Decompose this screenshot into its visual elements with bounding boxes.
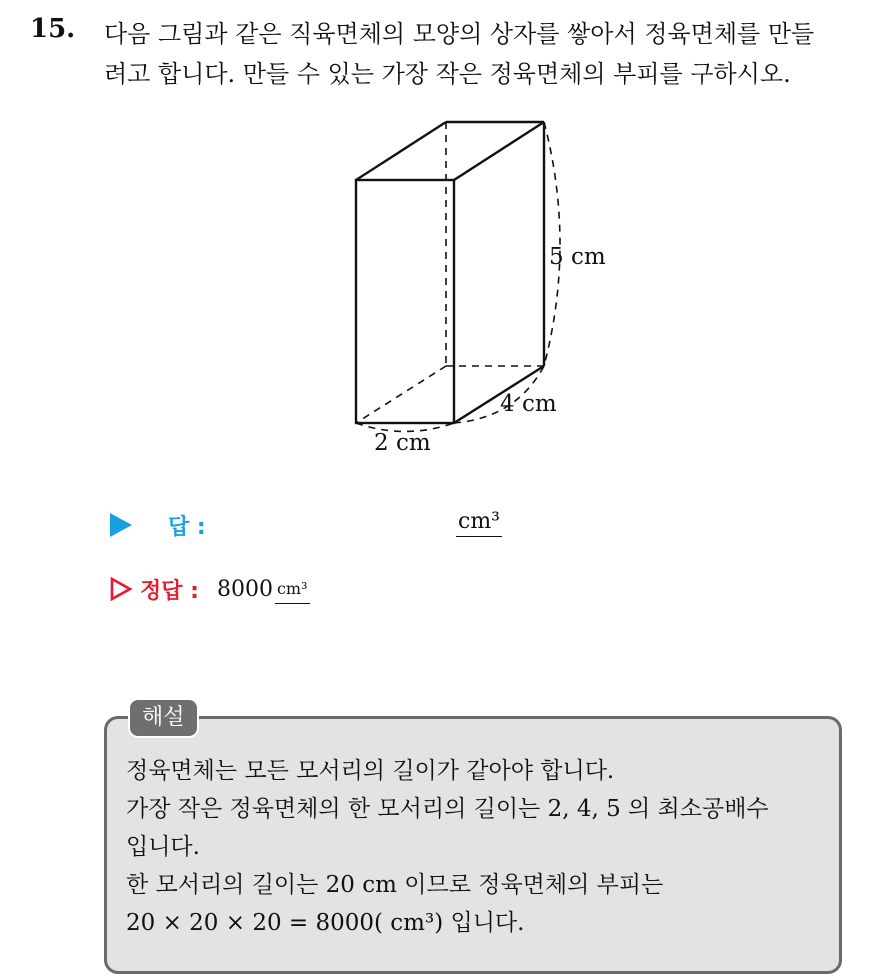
visible-edges	[356, 122, 544, 423]
hidden-edges	[356, 122, 544, 423]
correct-answer-label: 정답 :	[140, 578, 199, 604]
cuboid-diagram	[340, 110, 620, 460]
explanation-line-2: 가장 작은 정육면체의 한 모서리의 길이는 2, 4, 5 의 최소공배수	[126, 796, 769, 822]
cuboid-figure	[340, 110, 620, 460]
width-label: 2 cm	[374, 430, 431, 456]
height-label: 5 cm	[549, 244, 606, 270]
question-line-2: 려고 합니다. 만들 수 있는 가장 작은 정육면체의 부피를 구하시오.	[104, 60, 791, 88]
explanation-text	[126, 752, 769, 942]
answer-unit-blank[interactable]: cm³	[456, 508, 502, 537]
question-line-1: 다음 그림과 같은 직육면체의 모양의 상자를 쌓아서 정육면체를 만들	[104, 20, 815, 48]
hidden-bottom-left-edge	[356, 366, 446, 423]
answer-row	[110, 508, 206, 542]
outline-triangle-icon	[110, 577, 132, 601]
explanation-line-5: 20 × 20 × 20 = 8000( cm³) 입니다.	[126, 910, 525, 936]
depth-label: 4 cm	[500, 391, 557, 417]
dimension-arcs	[356, 122, 560, 432]
explanation-tag: 해설	[128, 698, 199, 738]
play-triangle-icon	[110, 513, 132, 537]
question-text	[104, 14, 874, 94]
explanation-line-4: 한 모서리의 길이는 20 cm 이므로 정육면체의 부피는	[126, 872, 664, 898]
explanation-line-1: 정육면체는 모든 모서리의 길이가 같아야 합니다.	[126, 758, 615, 784]
correct-answer-row	[110, 572, 310, 606]
explanation-line-3: 입니다.	[126, 834, 200, 860]
question-number: 15.	[30, 14, 76, 44]
top-right-edge	[454, 122, 544, 180]
top-left-edge	[356, 122, 446, 180]
correct-answer-unit: cm³	[275, 575, 310, 604]
front-face	[356, 180, 454, 423]
correct-answer-value: 8000	[216, 576, 273, 602]
answer-label: 답 :	[168, 514, 206, 540]
